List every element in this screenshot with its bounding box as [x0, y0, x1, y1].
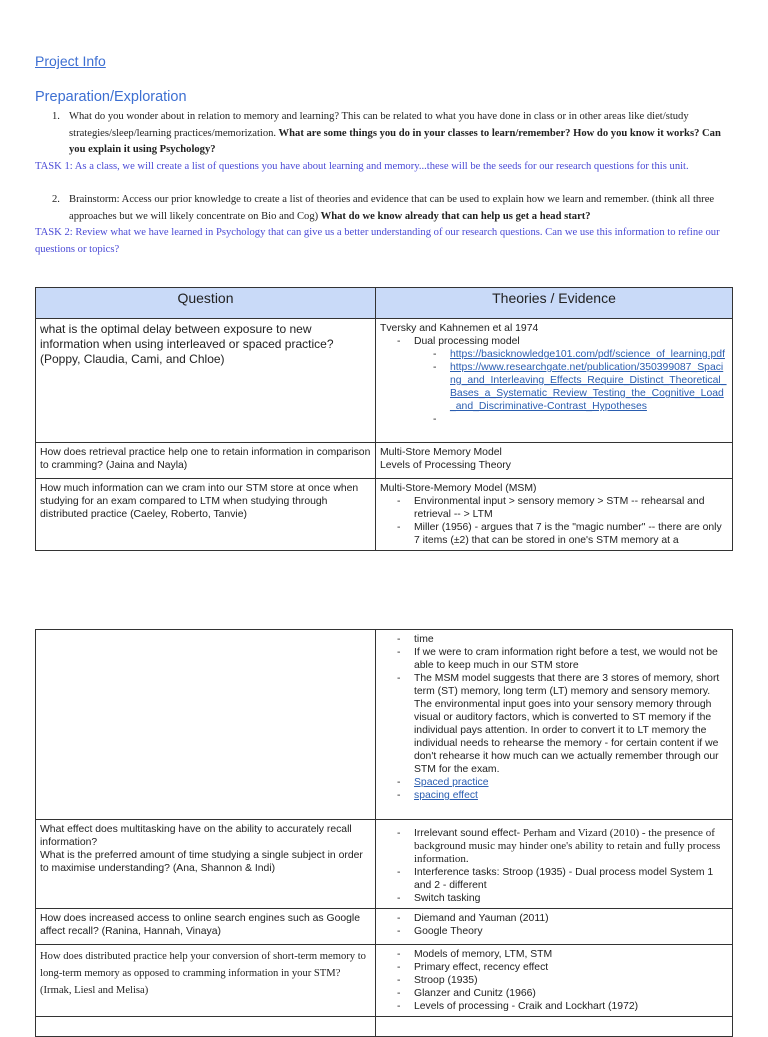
- evidence-bullet: - Miller (1956) - argues that 7 is the "magic number" -- there are only 7 items (±2) that can be stored in one's STM memory at a: [414, 521, 728, 547]
- evidence-title: Multi-Store-Memory Model (MSM): [380, 483, 537, 494]
- list-item-text: Brainstorm: Access our prior knowledge to create a list of theories and evidence that can be used to explain how we learn and remember. (think all three approaches but we will likely concentrate on Bio and Cog): [69, 194, 715, 222]
- table-row: [36, 945, 733, 1017]
- question-cell: How does increased access to online search engines such as Google affect recall? (Ranina, Hannah, Vinaya): [36, 909, 376, 945]
- table-row: [36, 479, 733, 551]
- list-item-text: What do you wonder about in relation to memory and learning? This can be related to what you have done in class or in other areas like diet/study strategies/sleep/learning practices/memorization.: [69, 111, 689, 139]
- evidence-cell: [376, 1017, 733, 1037]
- research-table-continued: [35, 629, 733, 1037]
- task-2: TASK 2: Review what we have learned in Psychology that can give us a better understanding of our research questions. Can we use this information to refine our questions or topics?: [35, 227, 720, 255]
- question-cell: What effect does multitasking have on the ability to accurately recall information? What is the preferred amount of time studying a single subject in order to maximise understanding? (Ana, Shannon & Indi): [36, 820, 376, 909]
- question-cell: How much information can we cram into our STM store at once when studying for an exam compared to LTM when studying through distributed practice (Caeley, Roberto, Tanvie): [36, 479, 376, 551]
- evidence-line: Levels of Processing Theory: [380, 460, 511, 471]
- evidence-bullet: - The MSM model suggests that there are 3 stores of memory, short term (ST) memory, long term (LT) memory and sensory memory. The environmental input goes into your sensory memory through visual or auditory factors, which is converted to ST memory if the individual pays attention. In order to convert it to LT memory the individual needs to rehearse the memory - for certain content if we don't rehearse it how much can we actually remember through our STM for the exam.: [414, 672, 728, 776]
- list-number: 1.: [52, 111, 60, 122]
- evidence-bullet: - Models of memory, LTM, STM: [414, 948, 728, 961]
- evidence-bullet: - Environmental input > sensory memory > STM -- rehearsal and retrieval -- > LTM: [414, 495, 728, 521]
- list-item-2: [52, 192, 739, 225]
- evidence-cell: [376, 820, 733, 909]
- question-cell: what is the optimal delay between exposure to new information when using interleaved or spaced practice? (Poppy, Claudia, Cami, and Chloe): [36, 319, 376, 443]
- table-row: [36, 319, 733, 443]
- evidence-bullet: - Stroop (1935): [414, 974, 728, 987]
- evidence-continuation: - time: [414, 633, 728, 646]
- evidence-bullet: - Switch tasking: [414, 892, 728, 905]
- evidence-cell: [376, 909, 733, 945]
- project-info-link[interactable]: Project Info: [35, 53, 106, 69]
- table-row: [36, 630, 733, 820]
- table-row: [36, 820, 733, 909]
- evidence-bullet: - Levels of processing - Craik and Lockhart (1972): [414, 1000, 728, 1013]
- list-item-1: [52, 109, 739, 159]
- list-item-bold: What are some things you do in your classes to learn/remember? How do you know it works? Can you explain it using Psychology?: [69, 127, 721, 155]
- evidence-bullet: [414, 789, 728, 802]
- question-cell: [36, 630, 376, 820]
- table-row: [36, 909, 733, 945]
- evidence-cell: [376, 443, 733, 479]
- question-cell: How does distributed practice help your conversion of short-term memory to long-term memory as opposed to cramming information in your STM? (Irmak, Liesl and Melisa): [36, 945, 376, 1017]
- evidence-bullet: - Diemand and Yauman (2011): [414, 912, 728, 925]
- reference-link[interactable]: https://www.researchgate.net/publication/350399087_Spacing_and_Interleaving_Effects_Require_Distinct_Theoretical_Bases_a_Systematic_Review_Testing_the_Cognitive_Load_and_Discriminative-Contrast_Hypotheses: [450, 362, 727, 412]
- table-row: [36, 1017, 733, 1037]
- research-table: [35, 287, 733, 551]
- list-number: 2.: [52, 194, 60, 205]
- task-1: TASK 1: As a class, we will create a list of questions you have about learning and memory...these will be the seeds for our research questions for this unit.: [35, 161, 689, 172]
- evidence-bullet: - If we were to cram information right before a test, we would not be able to keep much in our STM store: [414, 646, 728, 672]
- evidence-cell: [376, 945, 733, 1017]
- section-title: Preparation/Exploration: [35, 89, 187, 105]
- question-cell: How does retrieval practice help one to retain information in comparison to cramming? (Jaina and Nayla): [36, 443, 376, 479]
- evidence-title: Tversky and Kahnemen et al 1974: [380, 323, 539, 334]
- reference-link[interactable]: https://basicknowledge101.com/pdf/science_of_learning.pdf: [450, 349, 725, 360]
- evidence-cell: [376, 479, 733, 551]
- evidence-cell: [376, 319, 733, 443]
- evidence-bullet: - Google Theory: [414, 925, 728, 938]
- list-item-bold: What do we know already that can help us get a head start?: [318, 210, 591, 222]
- reference-link[interactable]: Spaced practice: [414, 777, 489, 788]
- evidence-cell: [376, 630, 733, 820]
- evidence-bullet: - Glanzer and Cunitz (1966): [414, 987, 728, 1000]
- question-cell: [36, 1017, 376, 1037]
- evidence-bullet: - Dual processing model - https://basicknowledge101.com/pdf/science_of_learning.pdf - https://www.researchgate.net/publication/350399087_Spacing_and_Interleaving_Effects_Require_Distinct_Theoretical_Bases_a_Systematic_Review_Testing_the_Cognitive_Load_and_Discriminative-Contrast_Hypotheses -: [414, 335, 728, 426]
- table-header-row: [36, 288, 733, 319]
- header-question: Question: [36, 288, 376, 319]
- table-row: [36, 443, 733, 479]
- evidence-bullet: [414, 776, 728, 789]
- evidence-bullet: - Irrelevant sound effect- Perham and Vizard (2010) - the presence of background music may hinder one's ability to retain and fully process information.: [414, 827, 728, 866]
- evidence-line: Multi-Store Memory Model: [380, 447, 502, 458]
- header-evidence: Theories / Evidence: [376, 288, 733, 319]
- evidence-bullet: - Interference tasks: Stroop (1935) - Dual process model System 1 and 2 - different: [414, 866, 728, 892]
- evidence-bullet: - Primary effect, recency effect: [414, 961, 728, 974]
- reference-link[interactable]: spacing effect: [414, 790, 478, 801]
